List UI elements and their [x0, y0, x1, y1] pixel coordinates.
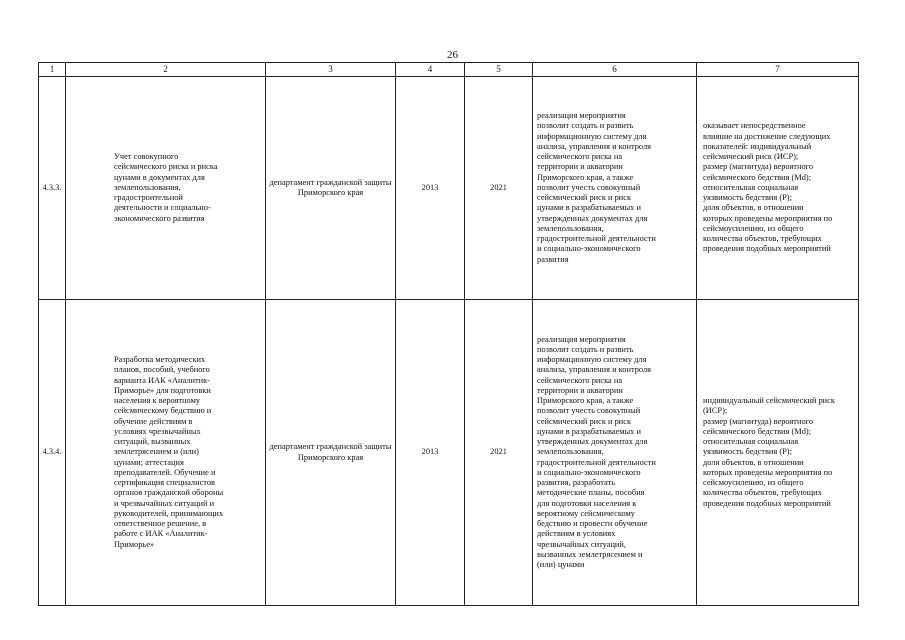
program-measures-table — [38, 62, 859, 606]
measure-name-cell — [66, 300, 266, 606]
expected-result-cell — [533, 77, 697, 300]
executor: департамент гражданской защиты Приморского края — [266, 77, 396, 300]
indicators-cell — [697, 300, 859, 606]
expected-result: реализация мероприятия позволит создать и развить информационную систему для анализа, управления и контроля сейсмического риска на территории и акватории Приморского края, а также позволит учесть совокупный сейсмический риск и риск цунами в разрабатываемых и утвержденных документах для землепользования, градостроительной деятельности и социально-экономического развития, разработать методические планы, пособия для подготовки населения к вероятному сейсмическому бедствию и провести обучение действиям в условиях чрезвычайных ситуаций, вызванных землетрясением и (или) цунами — [537, 334, 656, 570]
table-row — [39, 300, 859, 606]
column-header: 3 — [266, 63, 396, 77]
column-number-row — [39, 63, 859, 77]
end-year: 2021 — [465, 77, 533, 300]
measure-name-cell — [66, 77, 266, 300]
start-year: 2013 — [396, 300, 465, 606]
table-row — [39, 77, 859, 300]
indicators: индивидуальный сейсмический риск (ИСР); размер (магнитуда) вероятного сейсмического бедствия (Md); относительная социальная уязвимость бедствия (P); доля объектов, в отношении которых проведены мероприятия по сейсмоусилению, из общего количества объектов, требующих проведения подобных мероприятий — [703, 396, 835, 508]
measure-number: 4.3.4. — [39, 300, 66, 606]
measure-number: 4.3.3. — [39, 77, 66, 300]
column-header: 6 — [533, 63, 697, 77]
end-year: 2021 — [465, 300, 533, 606]
column-header: 2 — [66, 63, 266, 77]
column-header: 7 — [697, 63, 859, 77]
indicators: оказывает непосредственное влияние на достижение следующих показателей: индивидуальный сейсмический риск (ИСР); размер (магнитуда) вероятного сейсмического бедствия (Md); относительная социальная уязвимость бедствия (P); доля объектов, в отношении которых проведены мероприятия по сейсмоусилению, из общего количества объектов, требующих проведения подобных мероприятий — [703, 121, 833, 254]
indicators-cell — [697, 77, 859, 300]
executor: департамент гражданской защиты Приморского края — [266, 300, 396, 606]
column-header: 5 — [465, 63, 533, 77]
page-number: 26 — [447, 49, 458, 61]
expected-result-cell — [533, 300, 697, 606]
measure-name: Учет совокупного сейсмического риска и риска цунами в документах для землепользования, градостроительной деятельности и социально- экономического развития — [114, 152, 218, 223]
column-header: 1 — [39, 63, 66, 77]
start-year: 2013 — [396, 77, 465, 300]
expected-result: реализация мероприятия позволит создать и развить информационную систему для анализа, управления и контроля сейсмического риска на территории и акватории Приморского края, а также позволит учесть совокупный сейсмический риск и риск цунами в разрабатываемых и утвержденных документах для землепользования, градостроительной деятельности и социально-экономического развития — [537, 111, 656, 264]
measure-name: Разработка методических планов, пособий, учебного варианта ИАК «Аналитик- Приморье» для подготовки населения к вероятному сейсмическому бедствию и обучение действиям в условиях чрезвычайных ситуаций, вызванных землетрясением и (или) цунами; аттестация преподавателей. Обучение и сертификация специалистов органов гражданской обороны и чрезвычайных ситуаций и руководителей, принимающих ответственное решение, в работе с ИАК «Аналитик- Приморье» — [114, 355, 224, 549]
column-header: 4 — [396, 63, 465, 77]
